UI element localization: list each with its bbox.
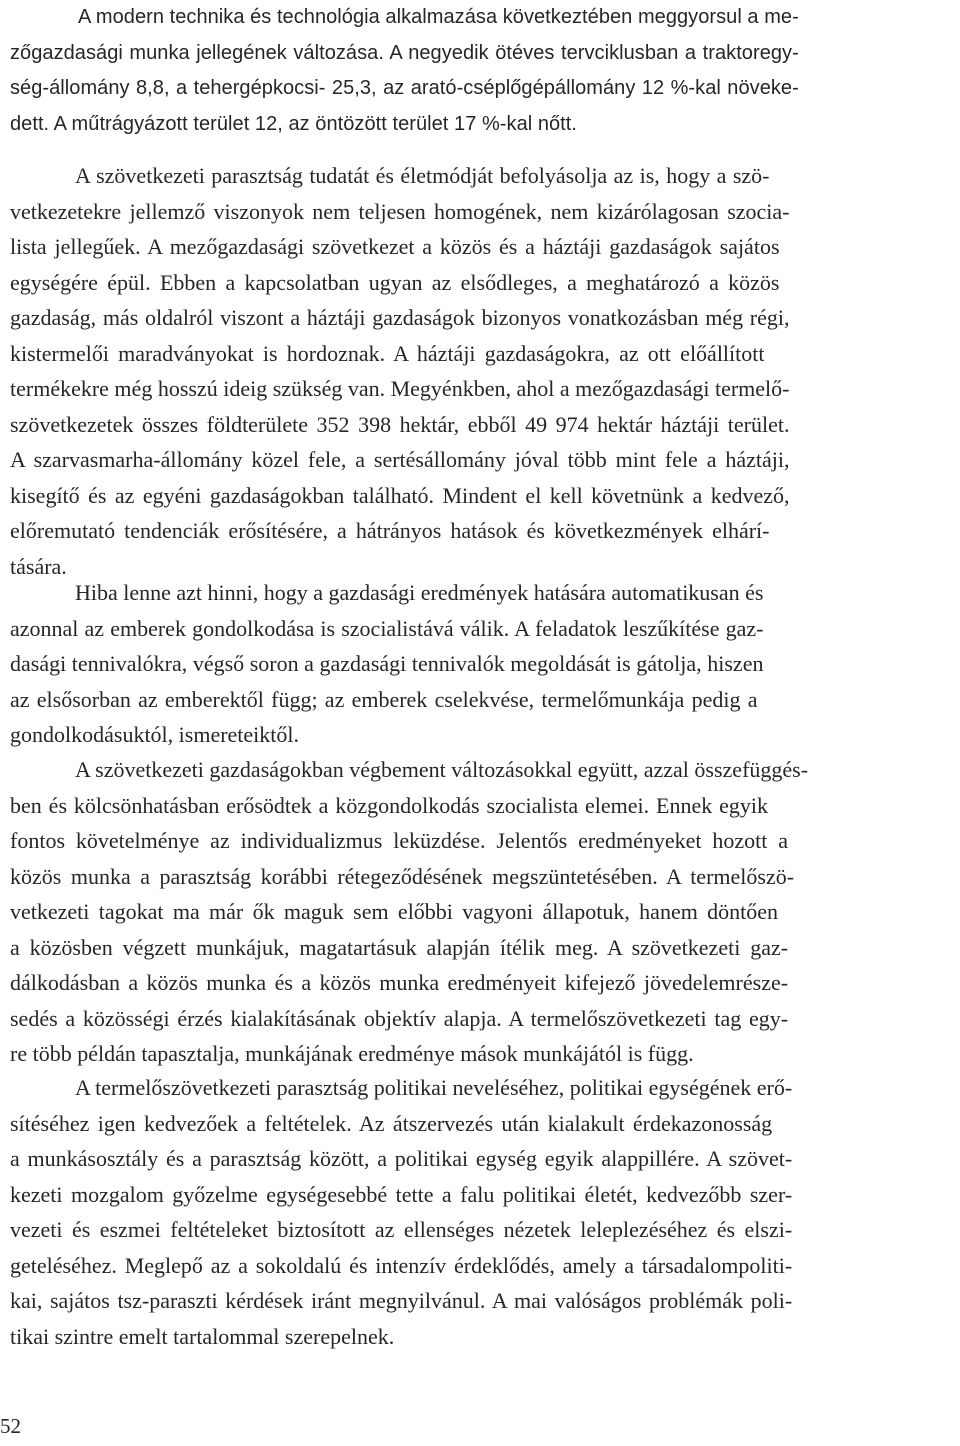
text-line: a közösben végzett munkájuk, magatartásuk alapján ítélik meg. A szövetkezeti gaz-: [10, 934, 789, 960]
text-line: az elsősorban az emberektől függ; az emberek cselekvése, termelőmunkája pedig a: [10, 686, 758, 712]
text-line: kistermelői maradványokat is hordoznak. A háztáji gazdaságokra, az ott előállított: [10, 340, 765, 366]
text-line: kezeti mozgalom győzelme egységesebbé tette a falu politikai életét, kedvezőbb szer-: [10, 1181, 793, 1207]
text-line: sedés a közösségi érzés kialakításának objektív alapja. A termelőszövetkezeti tag egy-: [10, 1005, 789, 1031]
paragraph-mechanization: [10, 0, 799, 142]
text-line: tására.: [10, 553, 67, 579]
text-line: A szövetkezeti gazdaságokban végbement változásokkal együtt, azzal összefüggés-: [75, 757, 809, 782]
text-line: egységére épül. Ebben a kapcsolatban ugyan az elsődleges, a meghatározó a közös: [10, 269, 780, 295]
text-line: sítéséhez igen kedvezőek a feltételek. Az átszervezés után kialakult érdekazonosság: [10, 1110, 773, 1136]
text-line: fontos követelménye az individualizmus leküzdése. Jelentős eredményeket hozott a: [10, 828, 789, 853]
text-line: dálkodásban a közös munka és a közös munka eredményeit kifejező jövedelemrésze-: [10, 970, 789, 995]
text-line: gondolkodásuktól, ismereteiktől.: [10, 722, 300, 747]
text-line: re több példán tapasztalja, munkájának eredménye mások munkájától is függ.: [10, 1041, 694, 1066]
text-line: Hiba lenne azt hinni, hogy a gazdasági eredmények hatására automatikusan és: [75, 580, 764, 605]
paragraph-economic-results: [10, 575, 763, 753]
text-line: gazdaság, más oldalról viszont a háztáji gazdaságok bizonyos vonatkozásban még régi,: [10, 305, 790, 330]
text-line: kisegítő és az egyéni gazdaságokban található. Mindent el kell követnünk a kedvező,: [10, 482, 790, 508]
text-line: szövetkezetek összes földterülete 352 398 hektár, ebből 49 974 hektár háztáji terület.: [10, 411, 790, 437]
text-line: előremutató tendenciák erősítésére, a hátrányos hatások és következmények elhárí-: [10, 518, 770, 543]
text-line: azonnal az emberek gondolkodása is szocialistává válik. A feladatok leszűkítése gaz-: [10, 615, 764, 641]
paragraph-political-education: [10, 1070, 812, 1354]
text-line: ben és kölcsönhatásban erősödtek a közgondolkodás szocialista elemei. Ennek egyik: [10, 792, 769, 818]
text-line: A szarvasmarha-állomány közel fele, a sertésállomány jóval több mint fele a háztáji,: [10, 447, 790, 472]
text-line: A modern technika és technológia alkalmazása következtében meggyorsul a me-: [78, 6, 799, 28]
text-line: ség-állomány 8,8, a tehergépkocsi- 25,3, az arató-cséplőgépállomány 12 %-kal növeke-: [10, 77, 799, 99]
paragraph-collective-thinking: [10, 752, 808, 1072]
text-line: zőgazdasági munka jellegének változása. A negyedik ötéves tervciklusban a traktoregy-: [10, 41, 799, 64]
text-line: a munkásosztály és a parasztság között, a politikai egység egyik alappillére. A szövet-: [10, 1146, 793, 1171]
text-line: vezeti és eszmei feltételeket biztosított az ellenséges nézetek leleplezéséhez és elszi-: [10, 1217, 793, 1242]
text-line: geteléséhez. Meglepő az a sokoldalú és intenzív érdeklődés, amely a társadalompoliti-: [10, 1252, 793, 1278]
page-number: 52: [0, 1414, 21, 1438]
text-line: termékekre még hosszú ideig szükség van. Megyénkben, ahol a mezőgazdasági termelő-: [10, 376, 790, 401]
text-line: vetkezetekre jellemző viszonyok nem teljesen homogének, nem kizárólagosan szocia-: [10, 198, 790, 224]
text-line: lista jellegűek. A mezőgazdasági szövetkezet a közös és a háztáji gazdaságok sajátos: [10, 234, 780, 259]
text-line: A szövetkezeti parasztság tudatát és életmódját befolyásolja az is, hogy a szö-: [75, 163, 770, 188]
text-line: dasági tennivalókra, végső soron a gazdasági tennivalók megoldását is gátolja, hiszen: [10, 651, 764, 676]
text-line: kai, sajátos tsz-paraszti kérdések iránt megnyilvánul. A mai valóságos problémák poli-: [10, 1288, 793, 1313]
paragraph-cooperative-peasantry: [10, 158, 790, 584]
text-line: dett. A műtrágyázott terület 12, az öntözött terület 17 %-kal nőtt.: [10, 112, 578, 135]
text-line: tikai szintre emelt tartalommal szerepelnek.: [10, 1323, 395, 1349]
text-line: vetkezeti tagokat ma már ők maguk sem előbbi vagyoni állapotuk, hanem döntően: [10, 899, 779, 924]
text-line: közös munka a parasztság korábbi rétegeződésének megszüntetésében. A termelőszö-: [10, 863, 795, 889]
text-line: A termelőszövetkezeti parasztság politikai neveléséhez, politikai egységének erő-: [75, 1075, 793, 1100]
